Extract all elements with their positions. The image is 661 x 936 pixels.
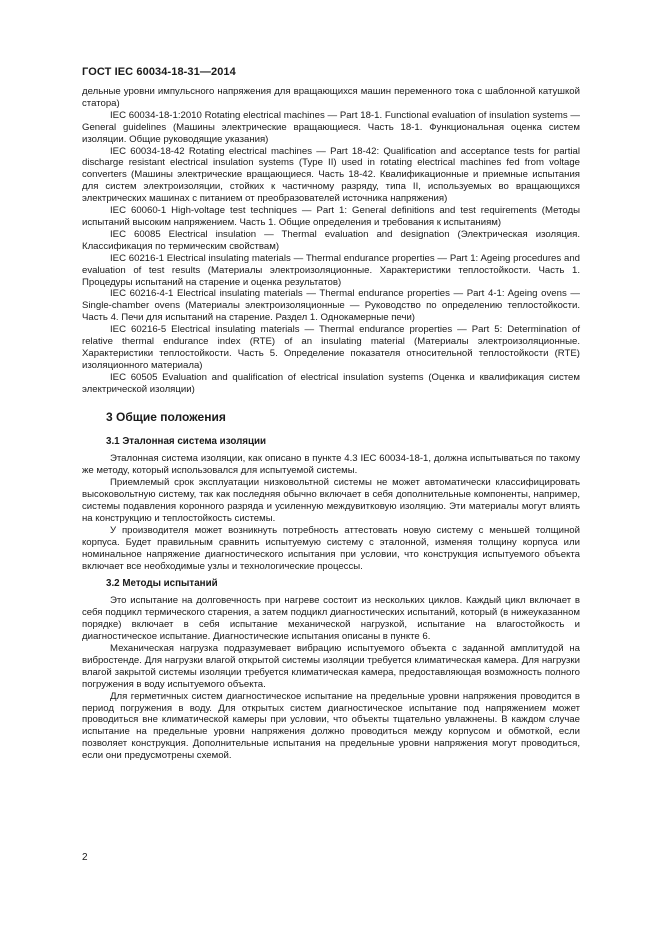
section-title: 3 Общие положения xyxy=(106,409,226,424)
reference-item: IEC 60216-1 Electrical insulating materials — Thermal endurance properties — Part 1: Ageing procedures and evaluation of test results (Материалы электроизоляционные. Характеристики теплостойкости. Часть 1. Процедуры испытаний на старение и оценка результатов) xyxy=(82,252,580,288)
reference-item: IEC 60216-4-1 Electrical insulating materials — Thermal endurance properties — Part 4-1: Ageing ovens — Single-chamber ovens (Материалы электроизоляционные — Руководство по определению теплостойкости. Часть 4. Печи для испытаний на старение. Раздел 1. Однокамерные печи) xyxy=(82,288,580,324)
document-header: ГОСТ IEC 60034-18-31—2014 xyxy=(82,66,236,78)
reference-item: IEC 60034-18-1:2010 Rotating electrical machines — Part 18-1. Functional evaluation of insulation systems — General guidelines (Машины электрические вращающиеся. Часть 18-1. Функциональная оценка систем изоляции. Общие руководящие указания) xyxy=(82,109,580,145)
document-body xyxy=(82,86,580,762)
page-number: 2 xyxy=(82,852,88,863)
paragraph: Для герметичных систем диагностическое испытание на предельные уровни напряжения проводится в период погружения в воду. Для открытых систем диагностическое испытание под напряжением может проводиться вне климатической камеры при условии, что объекты тщательно увлажнены. В каждом случае испытание на предельные уровни напряжения должно проводиться между корпусом и обмоткой, если позволяет конструкция. Дополнительные испытания на предельные уровни напряжения могут проводиться, если они предусмотрены схемой. xyxy=(82,690,580,762)
reference-item: IEC 60034-18-42 Rotating electrical machines — Part 18-42: Qualification and acceptance tests for partial discharge resistant electrical insulation systems (Type II) used in rotating electrical machines fed from voltage converters (Машины электрические вращающиеся. Часть 18-42. Квалификационные и приемные испытания для систем электроизоляции, стойких к частичному разряду, типа II, используемых во вращающихся электрических машинах с питанием от преобразователей источника напряжения) xyxy=(82,145,580,205)
reference-item: IEC 60085 Electrical insulation — Thermal evaluation and designation (Электрическая изоляция. Классификация по термическим свойствам) xyxy=(82,228,580,252)
paragraph: Это испытание на долговечность при нагреве состоит из нескольких циклов. Каждый цикл включает в себя подцикл термического старения, а затем подцикл диагностических испытаний, который (в нижеуказанном порядке) включает в себя испытание механической нагрузкой, испытание на влагостойкость и диагностическое испытание. Диагностические испытания описаны в пункте 6. xyxy=(82,595,580,643)
subsection-title: 3.2 Методы испытаний xyxy=(106,578,218,590)
reference-item: IEC 60060-1 High-voltage test techniques — Part 1: General definitions and test requirements (Методы испытаний высоким напряжением. Часть 1. Общие определения и требования к испытаниям) xyxy=(82,205,580,228)
paragraph: Механическая нагрузка подразумевает вибрацию испытуемого объекта с заданной амплитудой на вибростенде. Для нагрузки влагой открытой системы изоляции требуется климатическая камера. Для нагрузки влагой закрытой системы изоляции требуется климатическая камера, предоставляющая возможность полного погружения в воду испытуемого объекта. xyxy=(82,642,580,690)
paragraph: Приемлемый срок эксплуатации низковольтной системы не может автоматически классифицировать высоковольтную систему, так как последняя обычно включает в себя дополнительные компоненты, например, системы подавления коронного разряда и усиленную междувитковую изоляцию. Эти материалы могут влиять на конструкцию и теплостойкость системы. xyxy=(82,477,580,524)
subsection-title: 3.1 Эталонная система изоляции xyxy=(106,436,267,448)
reference-item: IEC 60216-5 Electrical insulating materials — Thermal endurance properties — Part 5: Determination of relative thermal endurance index (RTE) of an insulating material (Материалы электроизоляционные. Характеристики теплостойкости. Часть 5. Определение показателя относительной теплостойкости (RTE) изоляционного материала) xyxy=(82,324,580,371)
paragraph: У производителя может возникнуть потребность аттестовать новую систему с меньшей толщиной корпуса. Будет правильным сравнить испытуемую систему с эталонной, изменяя толщину корпуса или номинальное напряжение диагностического испытания при условии, что конструкция испытуемого объекта включает все необходимые узлы и технологические процессы. xyxy=(82,524,580,572)
reference-continuation: дельные уровни импульсного напряжения для вращающихся машин переменного тока с шаблонной катушкой статора) xyxy=(82,86,580,109)
paragraph: Эталонная система изоляции, как описано в пункте 4.3 IEC 60034-18-1, должна испытываться по такому же методу, который использовался для испытуемой системы. xyxy=(82,453,580,477)
reference-item: IEC 60505 Evaluation and qualification of electrical insulation systems (Оценка и квалификация систем электрической изоляции) xyxy=(82,371,580,395)
